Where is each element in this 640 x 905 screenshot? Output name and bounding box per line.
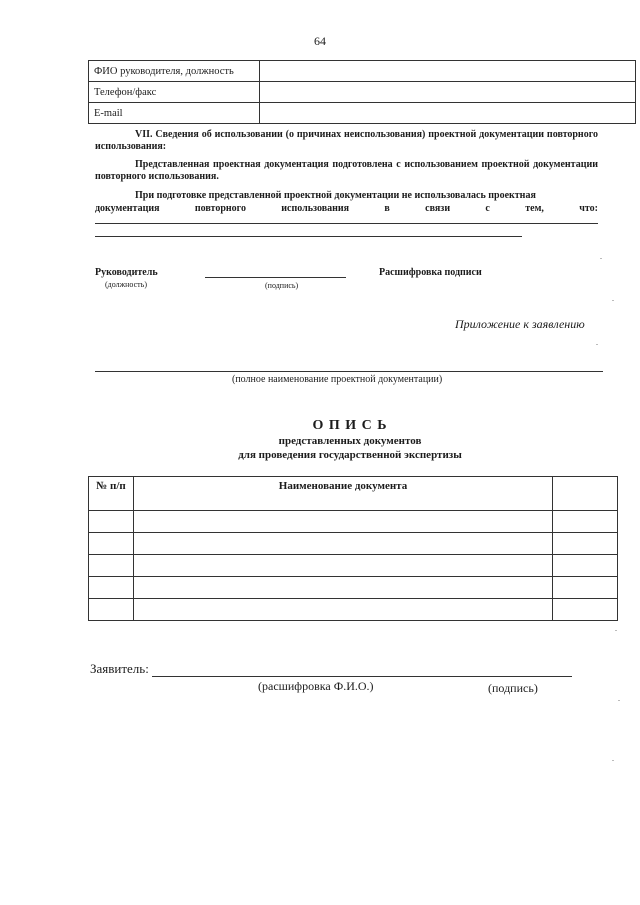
column-header-document-name: Наименование документа bbox=[134, 477, 553, 511]
table-row bbox=[89, 555, 618, 577]
reason-line-2[interactable] bbox=[95, 236, 522, 237]
page-number: 64 bbox=[314, 34, 326, 48]
section-7-paragraph-1: Представленная проектная документация подготовлена с использованием проектной документации повторного использования. bbox=[95, 159, 598, 182]
column-header-number: № п/п bbox=[89, 477, 134, 511]
signature-decoding-label: Расшифровка подписи bbox=[379, 267, 482, 278]
head-name-label: ФИО руководителя, должность bbox=[89, 61, 260, 82]
extra-cell[interactable] bbox=[553, 599, 618, 621]
head-position-label: Руководитель bbox=[95, 267, 158, 278]
scan-speck bbox=[600, 258, 602, 259]
email-label: E-mail bbox=[89, 103, 260, 124]
section-7-heading: VII. Сведения об использовании (о причинах неиспользования) проектной документации повторного использования: bbox=[95, 129, 598, 152]
row-number-cell[interactable] bbox=[89, 577, 134, 599]
table-row bbox=[89, 103, 636, 124]
document-name-caption: (полное наименование проектной документации) bbox=[232, 374, 443, 385]
extra-cell[interactable] bbox=[553, 511, 618, 533]
contact-table bbox=[88, 60, 636, 124]
table-row bbox=[89, 533, 618, 555]
row-number-cell[interactable] bbox=[89, 599, 134, 621]
extra-cell[interactable] bbox=[553, 555, 618, 577]
table-row bbox=[89, 61, 636, 82]
table-row bbox=[89, 82, 636, 103]
table-row bbox=[89, 599, 618, 621]
document-name-cell[interactable] bbox=[134, 555, 553, 577]
table-header-row bbox=[89, 477, 618, 511]
row-number-cell[interactable] bbox=[89, 555, 134, 577]
document-name-cell[interactable] bbox=[134, 599, 553, 621]
scan-speck bbox=[612, 300, 614, 301]
document-name-cell[interactable] bbox=[134, 577, 553, 599]
row-number-cell[interactable] bbox=[89, 511, 134, 533]
extra-cell[interactable] bbox=[553, 533, 618, 555]
inventory-subtitle-1: представленных документов bbox=[278, 435, 422, 447]
table-row bbox=[89, 511, 618, 533]
applicant-label: Заявитель: bbox=[90, 661, 149, 676]
document-name-cell[interactable] bbox=[134, 511, 553, 533]
table-row bbox=[89, 577, 618, 599]
section-7-paragraph-2-line-2: документация повторного использования в связи с тем, что: bbox=[95, 203, 598, 214]
inventory-table bbox=[88, 476, 618, 621]
phone-fax-label: Телефон/факс bbox=[89, 82, 260, 103]
inventory-subtitle-2: для проведения государственной экспертизы bbox=[238, 449, 462, 461]
document-name-line[interactable] bbox=[95, 371, 603, 372]
applicant-line[interactable] bbox=[152, 676, 572, 677]
document-name-cell[interactable] bbox=[134, 533, 553, 555]
phone-fax-field[interactable] bbox=[260, 82, 636, 103]
email-field[interactable] bbox=[260, 103, 636, 124]
inventory-title: О П И С Ь bbox=[312, 418, 388, 433]
applicant-fio-caption: (расшифровка Ф.И.О.) bbox=[258, 679, 374, 693]
appendix-label: Приложение к заявлению bbox=[455, 317, 585, 331]
section-7-paragraph-2-line-1: При подготовке представленной проектной документации не использовалась проектная bbox=[135, 190, 536, 201]
signature-line[interactable] bbox=[205, 277, 346, 278]
applicant-signature-caption: (подпись) bbox=[488, 681, 538, 695]
signature-caption: (подпись) bbox=[265, 281, 299, 290]
row-number-cell[interactable] bbox=[89, 533, 134, 555]
position-caption: (должность) bbox=[105, 280, 147, 289]
scan-speck bbox=[612, 760, 614, 761]
scan-speck bbox=[618, 700, 620, 701]
column-header-extra bbox=[553, 477, 618, 511]
reason-line-1[interactable] bbox=[95, 223, 598, 224]
extra-cell[interactable] bbox=[553, 577, 618, 599]
head-name-field[interactable] bbox=[260, 61, 636, 82]
scan-speck bbox=[596, 344, 598, 345]
scan-speck bbox=[615, 630, 617, 631]
